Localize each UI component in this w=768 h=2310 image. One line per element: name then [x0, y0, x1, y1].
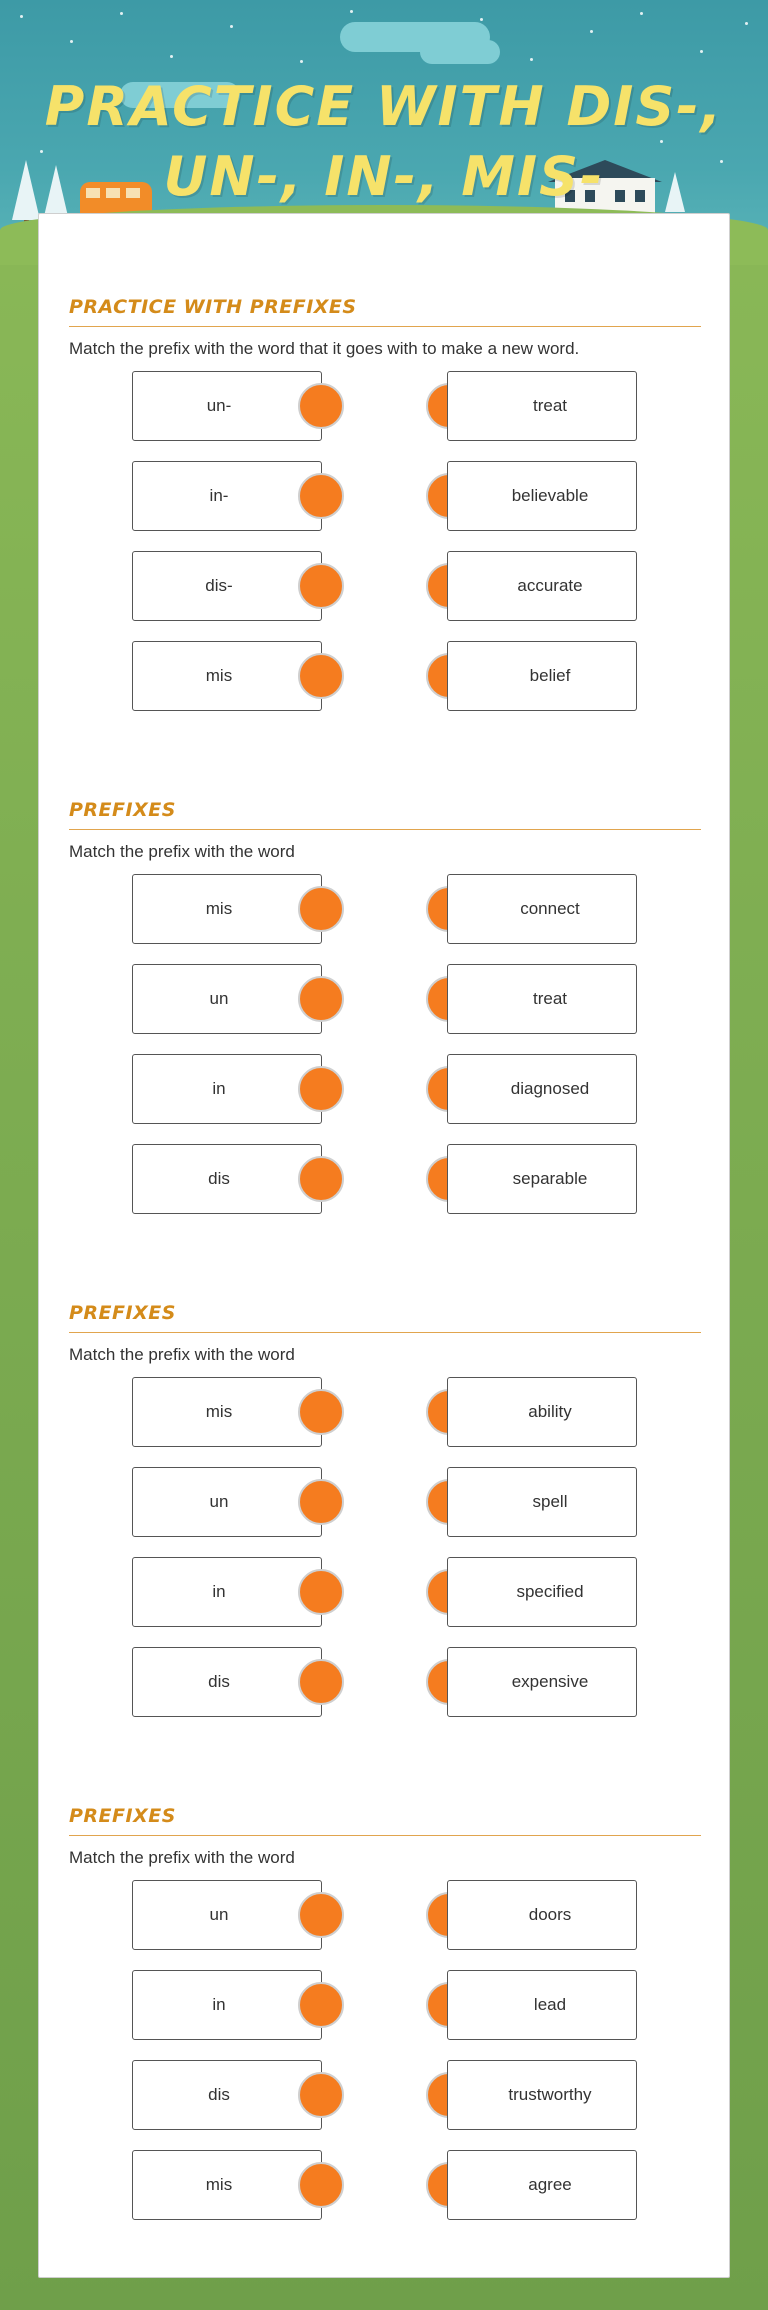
prefix-connector-dot[interactable] — [298, 2072, 344, 2118]
match-row — [69, 874, 701, 944]
section-practice-with-prefixes — [69, 296, 701, 723]
word-card[interactable]: separable — [447, 1144, 637, 1214]
match-row — [69, 1970, 701, 2040]
word-card[interactable]: specified — [447, 1557, 637, 1627]
match-row — [69, 1557, 701, 1627]
prefix-connector-dot[interactable] — [298, 1659, 344, 1705]
prefix-card[interactable]: in — [132, 1970, 322, 2040]
word-card[interactable]: treat — [447, 371, 637, 441]
prefix-connector-dot[interactable] — [298, 1479, 344, 1525]
word-card[interactable]: agree — [447, 2150, 637, 2220]
prefix-connector-dot[interactable] — [298, 1156, 344, 1202]
word-card[interactable]: treat — [447, 964, 637, 1034]
section-instruction: Match the prefix with the word — [69, 842, 295, 861]
page-title: PRACTICE WITH DIS-, UN-, IN-, MIS- — [44, 75, 724, 208]
word-card[interactable]: doors — [447, 1880, 637, 1950]
match-row — [69, 1144, 701, 1214]
section-title: PREFIXES — [69, 1805, 701, 1836]
cloud-icon — [420, 40, 500, 64]
match-pairs — [69, 874, 701, 1226]
section-prefixes — [69, 799, 701, 1226]
prefix-card[interactable]: un — [132, 964, 322, 1034]
prefix-card[interactable]: un- — [132, 371, 322, 441]
section-instruction: Match the prefix with the word that it goes with to make a new word. — [69, 339, 580, 358]
section-instruction: Match the prefix with the word — [69, 1848, 295, 1867]
prefix-connector-dot[interactable] — [298, 1982, 344, 2028]
match-row — [69, 371, 701, 441]
match-row — [69, 1377, 701, 1447]
prefix-card[interactable]: dis — [132, 2060, 322, 2130]
match-row — [69, 1054, 701, 1124]
prefix-card[interactable]: in — [132, 1054, 322, 1124]
prefix-connector-dot[interactable] — [298, 383, 344, 429]
word-card[interactable]: spell — [447, 1467, 637, 1537]
match-row — [69, 2060, 701, 2130]
prefix-connector-dot[interactable] — [298, 563, 344, 609]
section-prefixes — [69, 1302, 701, 1729]
match-row — [69, 641, 701, 711]
word-card[interactable]: expensive — [447, 1647, 637, 1717]
prefix-connector-dot[interactable] — [298, 473, 344, 519]
match-row — [69, 964, 701, 1034]
prefix-card[interactable]: in — [132, 1557, 322, 1627]
prefix-card[interactable]: dis- — [132, 551, 322, 621]
match-row — [69, 1647, 701, 1717]
prefix-card[interactable]: mis — [132, 2150, 322, 2220]
section-title: PRACTICE WITH PREFIXES — [69, 296, 701, 327]
prefix-card[interactable]: mis — [132, 641, 322, 711]
prefix-connector-dot[interactable] — [298, 2162, 344, 2208]
prefix-connector-dot[interactable] — [298, 1389, 344, 1435]
section-title: PREFIXES — [69, 799, 701, 830]
header-banner — [0, 0, 768, 240]
prefix-card[interactable]: un — [132, 1880, 322, 1950]
prefix-card[interactable]: dis — [132, 1144, 322, 1214]
prefix-connector-dot[interactable] — [298, 1892, 344, 1938]
prefix-card[interactable]: in- — [132, 461, 322, 531]
prefix-card[interactable]: mis — [132, 1377, 322, 1447]
word-card[interactable]: lead — [447, 1970, 637, 2040]
prefix-card[interactable]: mis — [132, 874, 322, 944]
prefix-connector-dot[interactable] — [298, 653, 344, 699]
word-card[interactable]: belief — [447, 641, 637, 711]
word-card[interactable]: ability — [447, 1377, 637, 1447]
match-row — [69, 461, 701, 531]
match-pairs — [69, 371, 701, 723]
section-instruction: Match the prefix with the word — [69, 1345, 295, 1364]
prefix-connector-dot[interactable] — [298, 1569, 344, 1615]
prefix-connector-dot[interactable] — [298, 976, 344, 1022]
section-prefixes — [69, 1805, 701, 2232]
match-pairs — [69, 1377, 701, 1729]
match-row — [69, 2150, 701, 2220]
match-pairs — [69, 1880, 701, 2232]
section-title: PREFIXES — [69, 1302, 701, 1333]
word-card[interactable]: connect — [447, 874, 637, 944]
worksheet-card — [38, 213, 730, 2278]
match-row — [69, 1880, 701, 1950]
prefix-connector-dot[interactable] — [298, 886, 344, 932]
match-row — [69, 551, 701, 621]
word-card[interactable]: diagnosed — [447, 1054, 637, 1124]
prefix-card[interactable]: un — [132, 1467, 322, 1537]
prefix-connector-dot[interactable] — [298, 1066, 344, 1112]
word-card[interactable]: believable — [447, 461, 637, 531]
match-row — [69, 1467, 701, 1537]
word-card[interactable]: trustworthy — [447, 2060, 637, 2130]
prefix-card[interactable]: dis — [132, 1647, 322, 1717]
word-card[interactable]: accurate — [447, 551, 637, 621]
